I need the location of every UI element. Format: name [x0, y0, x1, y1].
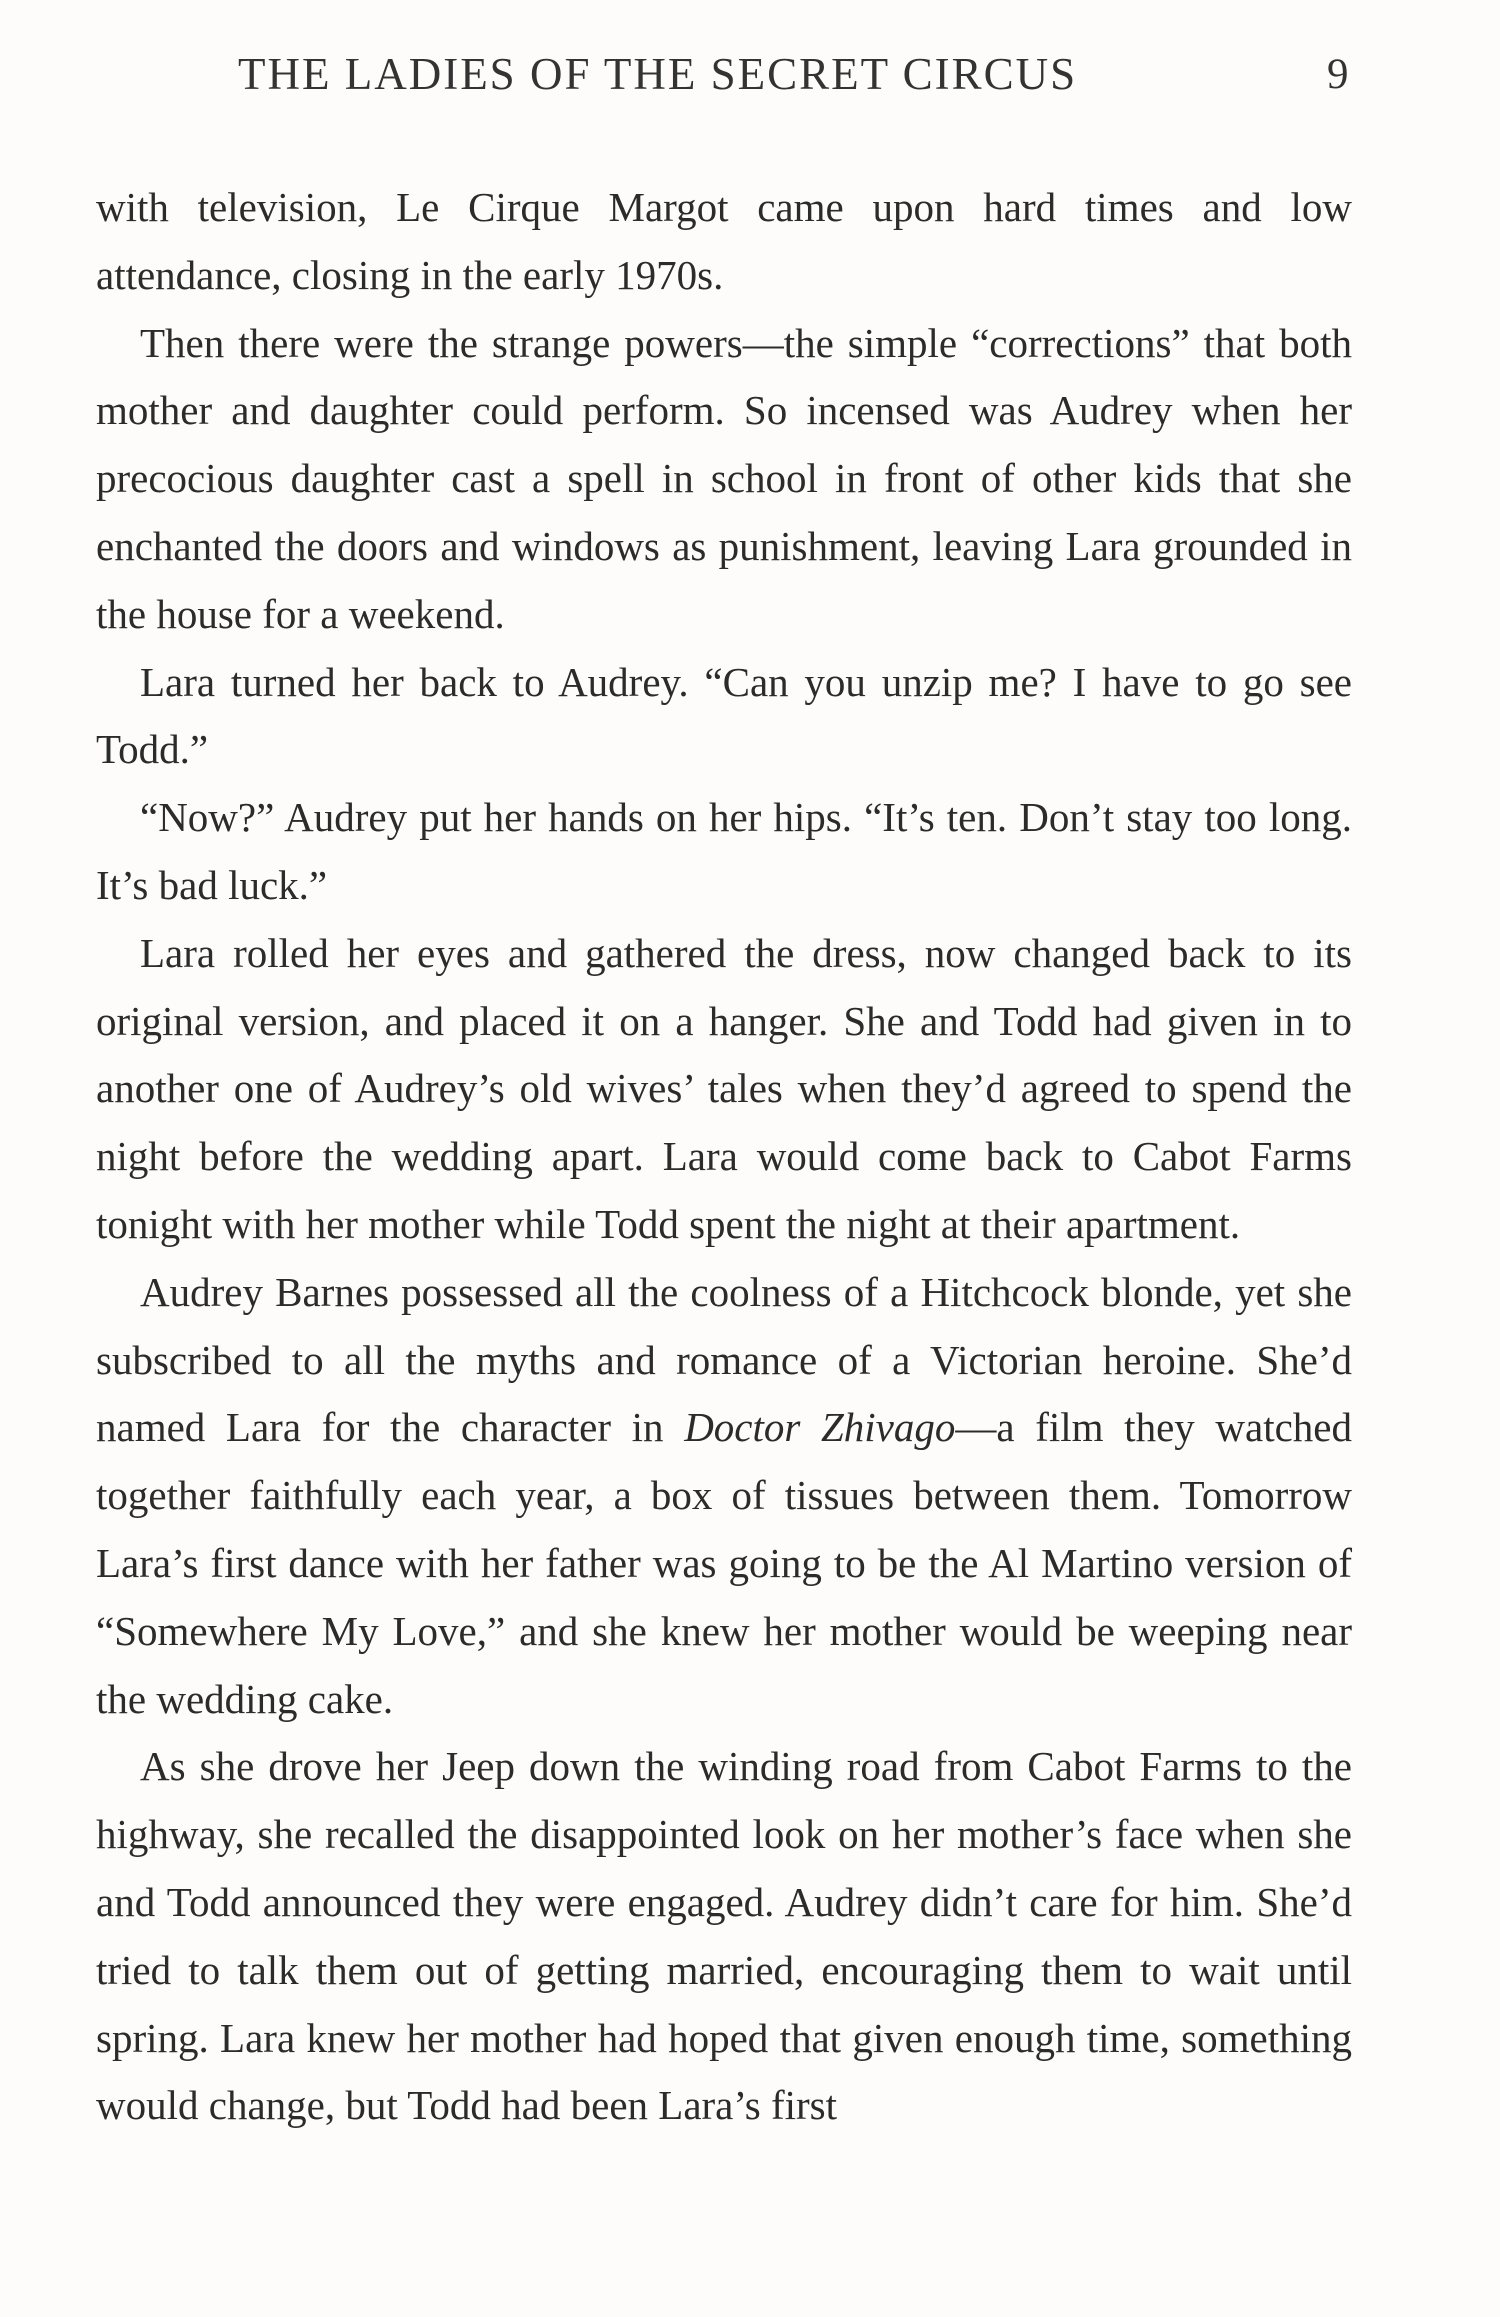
paragraph-text: —a film they watched together faithfully each year, a box of tissues between them. Tomorrow Lara’s first dance with her father was going to be the Al Martino version of “Somewhere My Love,” and she knew her mother would be weeping near the wedding cake.: [96, 1404, 1352, 1722]
paragraph: “Now?” Audrey put her hands on her hips. “It’s ten. Don’t stay too long. It’s bad luck.”: [96, 794, 1352, 908]
paragraph-text: Audrey Barnes possessed all the coolness of a Hitchcock blonde, yet she subscribed to all the myths and romance of a Victorian heroine. She’d named Lara for the character in: [96, 1268, 1352, 1451]
paragraph: Then there were the strange powers—the simple “corrections” that both mother and daughter could perform. So incensed was Audrey when her precocious daughter cast a spell in school in front of other kids that she enchanted the doors and windows as punishment, leaving Lara grounded in the house for a weekend.: [96, 319, 1352, 637]
paragraph: As she drove her Jeep down the winding road from Cabot Farms to the highway, she recalled the disappointed look on her mother’s face when she and Todd announced they were engaged. Audrey didn’t care for him. She’d tried to talk them out of getting married, encouraging them to wait until spring. Lara knew her mother had hoped that given enough time, something would change, but Todd had been Lara’s first: [96, 1743, 1352, 2129]
film-title: Doctor Zhivago: [684, 1404, 956, 1451]
paragraph: Lara turned her back to Audrey. “Can you unzip me? I have to go see Todd.”: [96, 658, 1352, 773]
paragraph: Lara rolled her eyes and gathered the dress, now changed back to its original version, and placed it on a hanger. She and Todd had given in to another one of Audrey’s old wives’ tales when they’d agreed to spend the night before the wedding apart. Lara would come back to Cabot Farms tonight with her mother while Todd spent the night at their apartment.: [96, 929, 1352, 1247]
paragraph: [96, 1259, 1352, 1734]
running-head: THE LADIES OF THE SECRET CIRCUS: [238, 49, 1078, 99]
paragraph: with television, Le Cirque Margot came upon hard times and low attendance, closing in the early 1970s.: [96, 184, 1352, 298]
page-number: 9: [1327, 51, 1349, 98]
body-text: [96, 174, 1352, 2140]
